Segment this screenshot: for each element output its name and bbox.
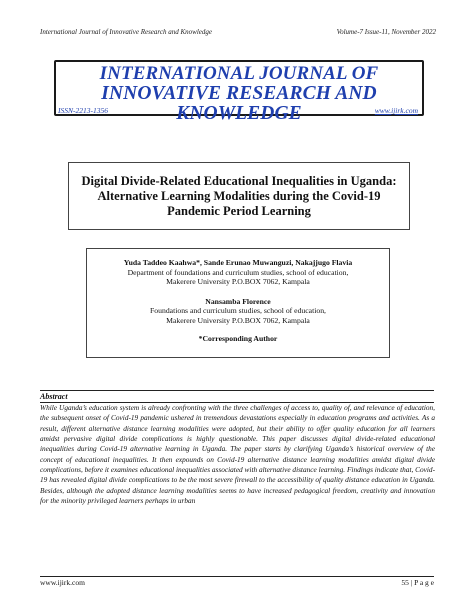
affiliation-secondary-line2: Makerere University P.O.BOX 7062, Kampala bbox=[166, 315, 310, 325]
affiliation-primary-line1: Department of foundations and curriculum studies, school of education, bbox=[127, 267, 349, 277]
abstract-text: While Uganda’s education system is already confronting with the three challenges of access to, quality of, and relevance of education, the subsequent onset of Covid-19 pandemic ushered in tremendous devastations especially in education programs and activities. As a result, different alternative distance learning modalities were adopted, but their ability to offer quality education for all learners amidst pervasive digital divide complications is highly questionable. This paper discusses digital divide-related educational inequalities during Covid-19 alternative learning in Uganda. The paper starts by clarifying Uganda’s historical overview of the concept of educational inequalities. It then expounds on Covid-19 alternative distance learning modalities amidst digital divide complications, before it examines educational inequalities associated with alternative distance learning. Findings indicate that, Covid-19 has revealed digital divide complications to be the most severe firewall to the accessibility of quality distance education in Uganda. Besides, although the adopted distance learning modalities seems to have increased pedagogical freedom, creativity and innovation for the minority privileged learners perhaps in urban bbox=[40, 403, 435, 506]
author-secondary: Nansamba Florence bbox=[205, 296, 271, 306]
journal-masthead bbox=[54, 60, 424, 124]
page-number: 55 | P a g e bbox=[401, 578, 434, 587]
abstract-top-rule bbox=[40, 390, 434, 391]
masthead-title-line2: INNOVATIVE RESEARCH AND KNOWLEDGE bbox=[101, 83, 377, 124]
abstract-heading: Abstract bbox=[40, 392, 68, 401]
issn: ISSN-2213-1356 bbox=[58, 106, 108, 115]
corresponding-author-note: *Corresponding Author bbox=[198, 333, 278, 343]
authors-primary: Yuda Taddeo Kaahwa*, Sande Erunao Muwanguzi, Nakajjugo Flavia bbox=[123, 258, 353, 267]
footer-rule bbox=[40, 576, 434, 577]
page-footer bbox=[40, 578, 434, 587]
journal-url-link[interactable]: www.ijirk.com bbox=[374, 106, 418, 115]
paper-title-box bbox=[68, 162, 410, 230]
masthead-meta bbox=[58, 106, 418, 115]
footer-url-link[interactable]: www.ijirk.com bbox=[40, 578, 85, 587]
masthead-title-line1: INTERNATIONAL JOURNAL OF bbox=[99, 63, 379, 84]
paper-title: Digital Divide-Related Educational Inequalities in Uganda: Alternative Learning Modalities during the Covid-19 Pandemic Period Learning bbox=[81, 173, 397, 218]
journal-running-title: International Journal of Innovative Research and Knowledge bbox=[40, 28, 212, 36]
running-header bbox=[40, 28, 436, 36]
issue-info: Volume-7 Issue-11, November 2022 bbox=[336, 28, 436, 36]
affiliation-primary-line2: Makerere University P.O.BOX 7062, Kampala bbox=[166, 277, 310, 287]
affiliation-secondary-line1: Foundations and curriculum studies, school of education, bbox=[150, 306, 326, 316]
author-box bbox=[86, 248, 390, 358]
masthead-title bbox=[56, 64, 422, 124]
